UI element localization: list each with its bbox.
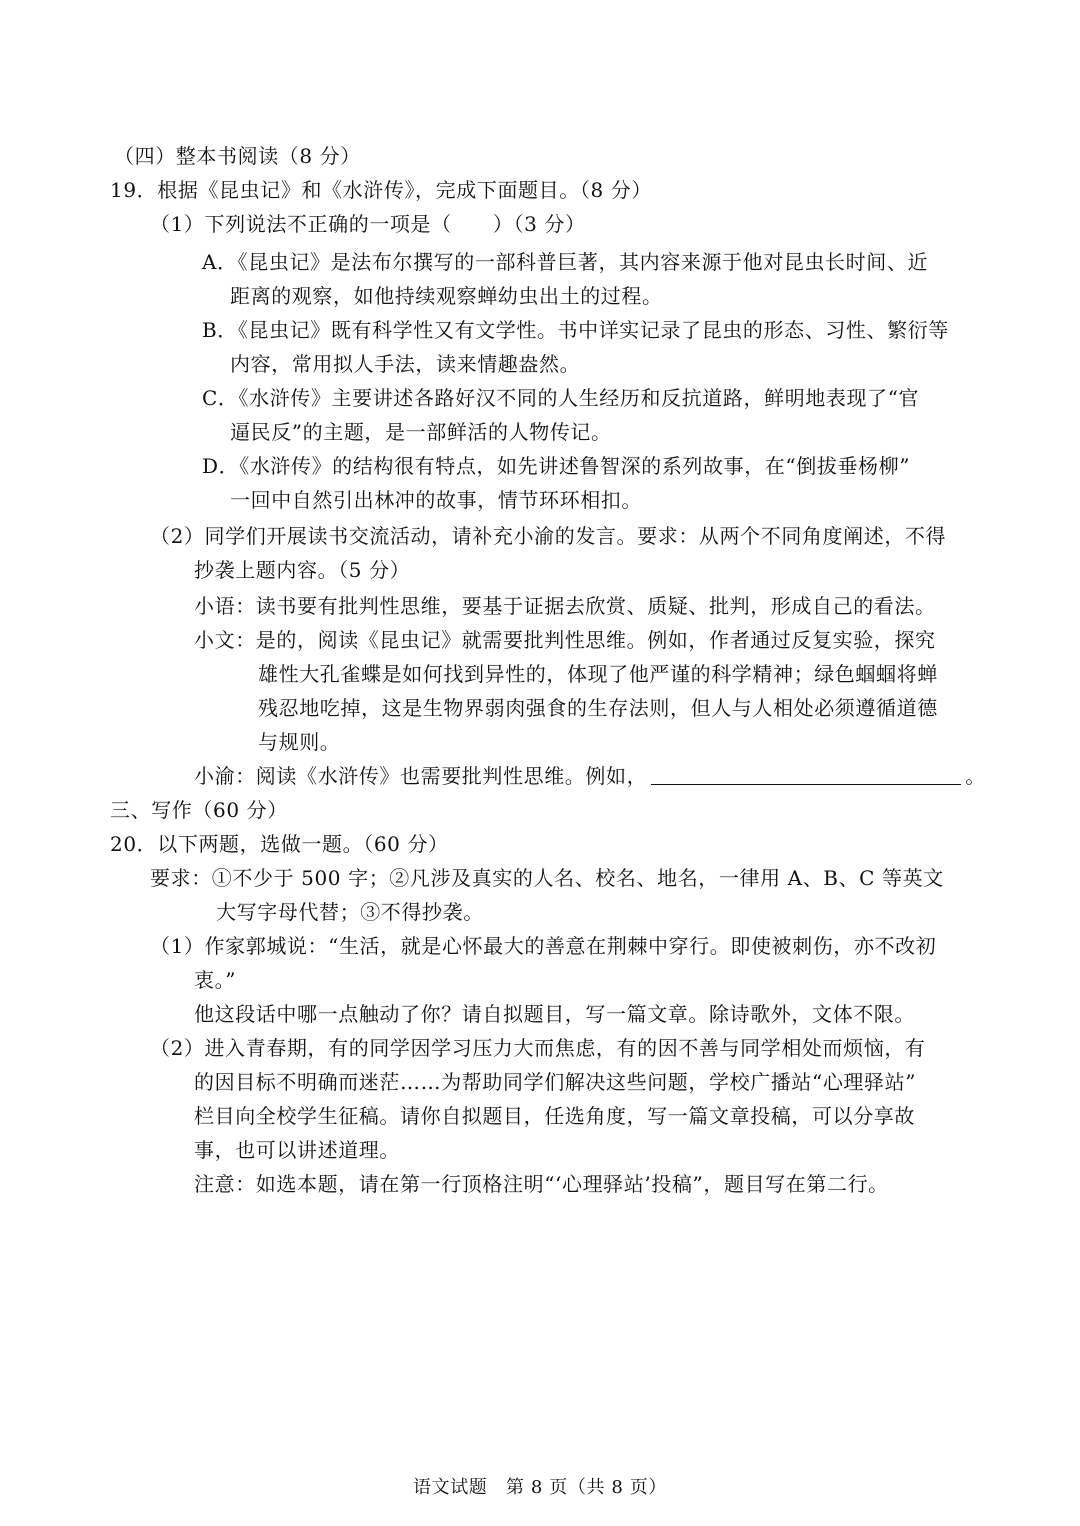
question-20-stem: 20．以下两题，选做一题。（60 分）: [110, 832, 449, 856]
question-19-stem: 19．根据《昆虫记》和《水浒传》，完成下面题目。（8 分）: [110, 178, 652, 202]
option-a-line1: A．《昆虫记》是法布尔撰写的一部科普巨著，其内容来源于他对昆虫长时间、近: [202, 250, 929, 274]
dialogue-xiaoyu-prompt: 小渝：阅读《水浒传》也需要批判性思维。例如，: [194, 764, 648, 788]
dialogue-xiaowen-line4: 与规则。: [258, 730, 341, 754]
question-20-option1-line2: 衷。”: [194, 968, 237, 992]
question-19-part1-stem: （1）下列说法不正确的一项是（ ）（3 分）: [150, 212, 586, 236]
option-b-line2: 内容，常用拟人手法，读来情趣盎然。: [230, 352, 581, 376]
option-a-line2: 距离的观察，如他持续观察蝉幼虫出土的过程。: [230, 284, 663, 308]
answer-blank-end: 。: [965, 764, 986, 788]
option-d-line2: 一回中自然引出林冲的故事，情节环环相扣。: [230, 488, 642, 512]
question-19-part2-stem-line1: （2）同学们开展读书交流活动，请补充小渝的发言。要求：从两个不同角度阐述，不得: [150, 524, 947, 548]
question-20-option2-line2: 的因目标不明确而迷茫……为帮助同学们解决这些问题，学校广播站“心理驿站”: [194, 1070, 917, 1094]
question-20-requirements-line2: 大写字母代替；③不得抄袭。: [216, 900, 484, 924]
section-title-whole-book-reading: （四）整本书阅读（8 分）: [114, 144, 361, 168]
answer-blank[interactable]: [651, 762, 961, 785]
question-20-option1-line3: 他这段话中哪一点触动了你？请自拟题目，写一篇文章。除诗歌外，文体不限。: [194, 1002, 915, 1026]
question-20-option2-note: 注意：如选本题，请在第一行顶格注明“‘心理驿站’投稿”，题目写在第二行。: [194, 1172, 889, 1196]
page-footer: 语文试题 第 8 页（共 8 页）: [413, 1477, 667, 1498]
dialogue-xiaowen-line1: 小文：是的，阅读《昆虫记》就需要批判性思维。例如，作者通过反复实验，探究: [194, 628, 936, 652]
question-20-option1-line1: （1）作家郭城说：“生活，就是心怀最大的善意在荆棘中穿行。即使被刺伤，亦不改初: [150, 934, 937, 958]
dialogue-xiaowen-line2: 雄性大孔雀蝶是如何找到异性的，体现了他严谨的科学精神；绿色蝈蝈将蝉: [258, 662, 938, 686]
question-20-option2-line4: 事，也可以讲述道理。: [194, 1138, 400, 1162]
dialogue-xiaowen-line3: 残忍地吃掉，这是生物界弱肉强食的生存法则，但人与人相处必须遵循道德: [258, 696, 938, 720]
question-19-part2-stem-line2: 抄袭上题内容。（5 分）: [194, 558, 411, 582]
question-20-option2-line1: （2）进入青春期，有的同学因学习压力大而焦虑，有的因不善与同学相处而烦恼，有: [150, 1036, 926, 1060]
option-c-line1: C．《水浒传》主要讲述各路好汉不同的人生经历和反抗道路，鲜明地表现了“官: [202, 386, 920, 410]
section-title-writing: 三、写作（60 分）: [110, 798, 288, 822]
question-20-option2-line3: 栏目向全校学生征稿。请你自拟题目，任选角度，写一篇文章投稿，可以分享故: [194, 1104, 915, 1128]
option-b-line1: B．《昆虫记》既有科学性又有文学性。书中详实记录了昆虫的形态、习性、繁衍等: [202, 318, 949, 342]
option-d-line1: D．《水浒传》的结构很有特点，如先讲述鲁智深的系列故事，在“倒拔垂杨柳”: [202, 454, 911, 478]
question-20-requirements-line1: 要求：①不少于 500 字；②凡涉及真实的人名、校名、地名，一律用 A、B、C 等英文: [150, 866, 944, 890]
dialogue-xiaoyu-language: 小语：读书要有批判性思维，要基于证据去欣赏、质疑、批判，形成自己的看法。: [194, 594, 936, 618]
dialogue-xiaoyu-answer-line: [194, 759, 986, 793]
option-c-line2: 逼民反”的主题，是一部鲜活的人物传记。: [230, 420, 612, 444]
